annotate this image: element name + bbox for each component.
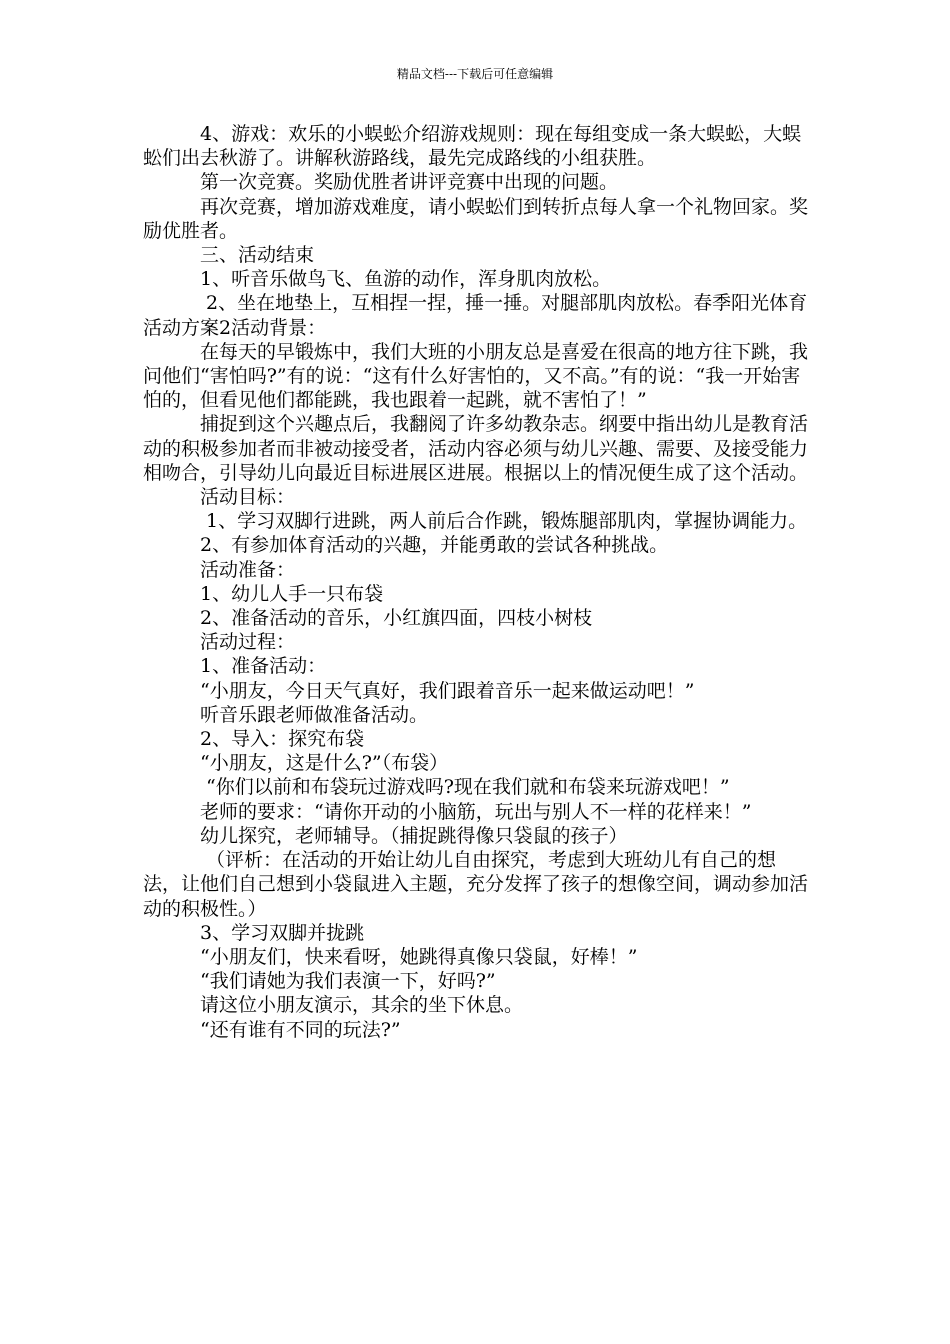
section-heading: 活动准备：	[200, 558, 296, 581]
paragraph: 捕捉到这个兴趣点后，我翻阅了许多幼教杂志。纲要中指出幼儿是教育活动的积极参加者而非被动接受者，活动内容必须与幼儿兴趣、需要、及接受能力相吻合，引导幼儿向最近目标进展区进展。根据以上的情况便生成了这个活动。	[143, 413, 809, 484]
page-header: 精品文档---下载后可任意编辑	[396, 67, 554, 81]
paragraph: 1、准备活动：	[200, 655, 327, 678]
paragraph: 听音乐跟老师做准备活动。	[200, 703, 429, 726]
paragraph: “小朋友们，快来看呀，她跳得真像只袋鼠，好棒！”	[200, 945, 638, 968]
paragraph: “你们以前和布袋玩过游戏吗?现在我们就和布袋来玩游戏吧！”	[206, 776, 730, 799]
paragraph: 2、准备活动的音乐，小红旗四面，四枝小树枝	[200, 607, 593, 630]
paragraph: 第一次竞赛。奖励优胜者讲评竞赛中出现的问题。	[200, 171, 619, 194]
paragraph: “还有谁有不同的玩法?”	[200, 1018, 401, 1041]
paragraph: 2、导入：探究布袋	[200, 728, 365, 751]
paragraph: 1、幼儿人手一只布袋	[200, 582, 384, 605]
paragraph: 老师的要求：“请你开动的小脑筋，玩出与别人不一样的花样来！”	[200, 800, 752, 823]
paragraph: 4、游戏：欢乐的小蜈蚣介绍游戏规则：现在每组变成一条大蜈蚣，大蜈蚣们出去秋游了。讲解秋游路线，最先完成路线的小组获胜。	[143, 123, 802, 170]
section-heading: 三、活动结束	[200, 244, 315, 267]
section-heading: 活动过程：	[200, 631, 296, 654]
paragraph: 2、有参加体育活动的兴趣，并能勇敢的尝试各种挑战。	[200, 534, 669, 557]
section-heading: 活动目标：	[200, 486, 296, 509]
paragraph: 在每天的早锻炼中，我们大班的小朋友总是喜爱在很高的地方往下跳，我问他们“害怕吗?”有的说：“这有什么好害怕的，又不高。”有的说：“我一开始害怕的，但看见他们都能跳，我也跟着一起跳，就不害怕了！”	[143, 340, 809, 412]
paragraph: 请这位小朋友演示，其余的坐下休息。	[200, 994, 524, 1017]
paragraph: “我们请她为我们表演一下，好吗?”	[200, 970, 496, 993]
paragraph: 再次竞赛，增加游戏难度，请小蜈蚣们到转折点每人拿一个礼物回家。奖励优胜者。	[143, 195, 809, 242]
document-body	[143, 122, 808, 1042]
paragraph: 3、学习双脚并拢跳	[200, 921, 365, 944]
paragraph: （评析：在活动的开始让幼儿自由探究，考虑到大班幼儿有自己的想法，让他们自己想到小袋鼠进入主题，充分发挥了孩子的想像空间，调动参加活动的积极性。）	[143, 849, 809, 920]
paragraph: 2、坐在地垫上，互相捏一捏，捶一捶。对腿部肌肉放松。春季阳光体育活动方案2活动背景：	[143, 292, 808, 339]
paragraph: 1、学习双脚行进跳，两人前后合作跳，锻炼腿部肌肉，掌握协调能力。	[206, 510, 808, 533]
paragraph: “小朋友，今日天气真好，我们跟着音乐一起来做运动吧！”	[200, 679, 695, 702]
paragraph: 幼儿探究，老师辅导。（捕捉跳得像只袋鼠的孩子）	[200, 824, 628, 847]
paragraph: 1、听音乐做鸟飞、鱼游的动作，浑身肌肉放松。	[200, 268, 612, 291]
paragraph: “小朋友，这是什么?”（布袋）	[200, 752, 449, 775]
